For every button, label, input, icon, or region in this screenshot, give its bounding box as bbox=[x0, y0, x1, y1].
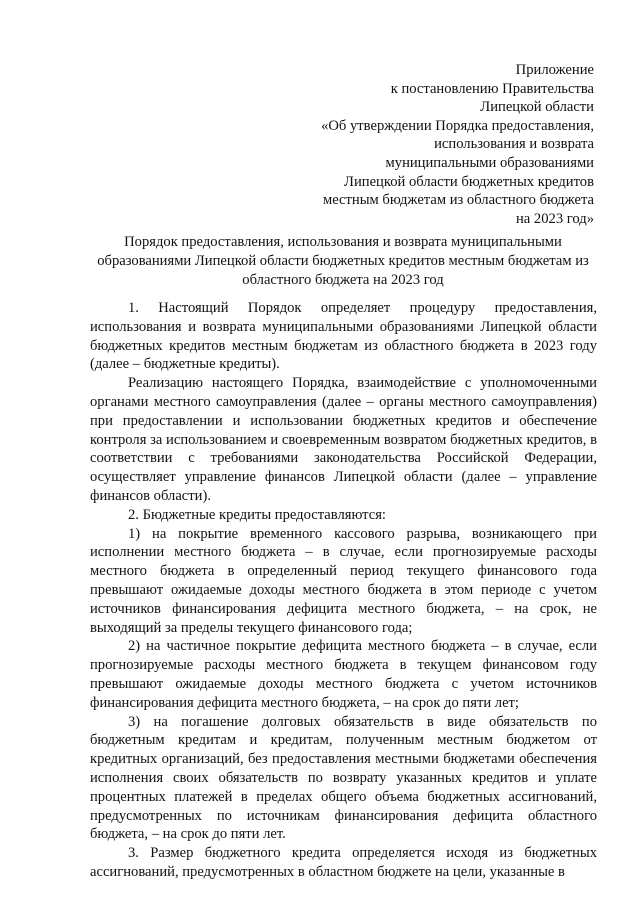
appendix-line: Липецкой области бюджетных кредитов bbox=[344, 173, 594, 190]
paragraph-2-item-3: 3) на погашение долговых обязательств в виде обязательств по бюджетным кредитам и кредитам, полученным местным бюджетом от кредитных организаций, без предоставления местными бюджетами обеспечения исполнения своих обязательств по возврату указанных кредитов и уплате процентных платежей в пределах общего объема бюджетных ассигнований, предусмотренных по источникам финансирования дефицита областного бюджета, – на срок до пяти лет. bbox=[90, 713, 597, 843]
appendix-line: использования и возврата bbox=[434, 136, 594, 153]
appendix-line: местным бюджетам из областного бюджета bbox=[322, 192, 594, 209]
document-title: Порядок предоставления, использования и возврата муниципальными образованиями Липецкой области бюджетных кредитов местным бюджетам из областного бюджета на 2023 год bbox=[97, 234, 589, 288]
appendix-line: «Об утверждении Порядка предоставления, bbox=[321, 117, 594, 134]
paragraph-2-item-1: 1) на покрытие временного кассового разрыва, возникающего при исполнении местного бюджета – в случае, если прогнозируемые расходы местного бюджета в определенный период текущего финансового года превышают ожидаемые доходы местного бюджета в этом периоде с учетом источников финансирования дефицита местного бюджета, – на срок, не выходящий за пределы текущего финансового года; bbox=[90, 525, 597, 636]
paragraph-1: 1. Настоящий Порядок определяет процедуру предоставления, использования и возврата муниципальными образованиями Липецкой области бюджетных кредитов местным бюджетам из областного бюджета в 2023 году (далее – бюджетные кредиты). bbox=[90, 300, 597, 373]
appendix-line: Приложение bbox=[515, 62, 594, 78]
appendix-line: на 2023 год» bbox=[516, 210, 594, 227]
paragraph-implementation: Реализацию настоящего Порядка, взаимодействие с уполномоченными органами местного самоуправления (далее – органы местного самоуправления) при предоставлении и использовании бюджетных кредитов и обеспечение контроля за использованием и своевременным возвратом бюджетных кредитов, в соответствии с требованиями законодательства Российской Федерации, осуществляет управление финансов Липецкой области (далее – управление финансов области). bbox=[90, 375, 597, 504]
appendix-line: к постановлению Правительства bbox=[390, 80, 594, 97]
paragraph-2: 2. Бюджетные кредиты предоставляются: bbox=[128, 506, 386, 523]
appendix-line: муниципальными образованиями bbox=[385, 154, 594, 171]
appendix-line: Липецкой области bbox=[480, 99, 594, 116]
paragraph-3: 3. Размер бюджетного кредита определяется исходя из бюджетных ассигнований, предусмотренных в областном бюджете на цели, указанные в bbox=[90, 845, 597, 880]
paragraph-2-item-2: 2) на частичное покрытие дефицита местного бюджета – в случае, если прогнозируемые расходы местного бюджета в текущем финансовом году превышают ожидаемые доходы местного бюджета с учетом источников финансирования дефицита местного бюджета, – на срок до пяти лет; bbox=[90, 638, 597, 711]
appendix-header bbox=[274, 61, 594, 228]
document-body bbox=[90, 299, 597, 882]
